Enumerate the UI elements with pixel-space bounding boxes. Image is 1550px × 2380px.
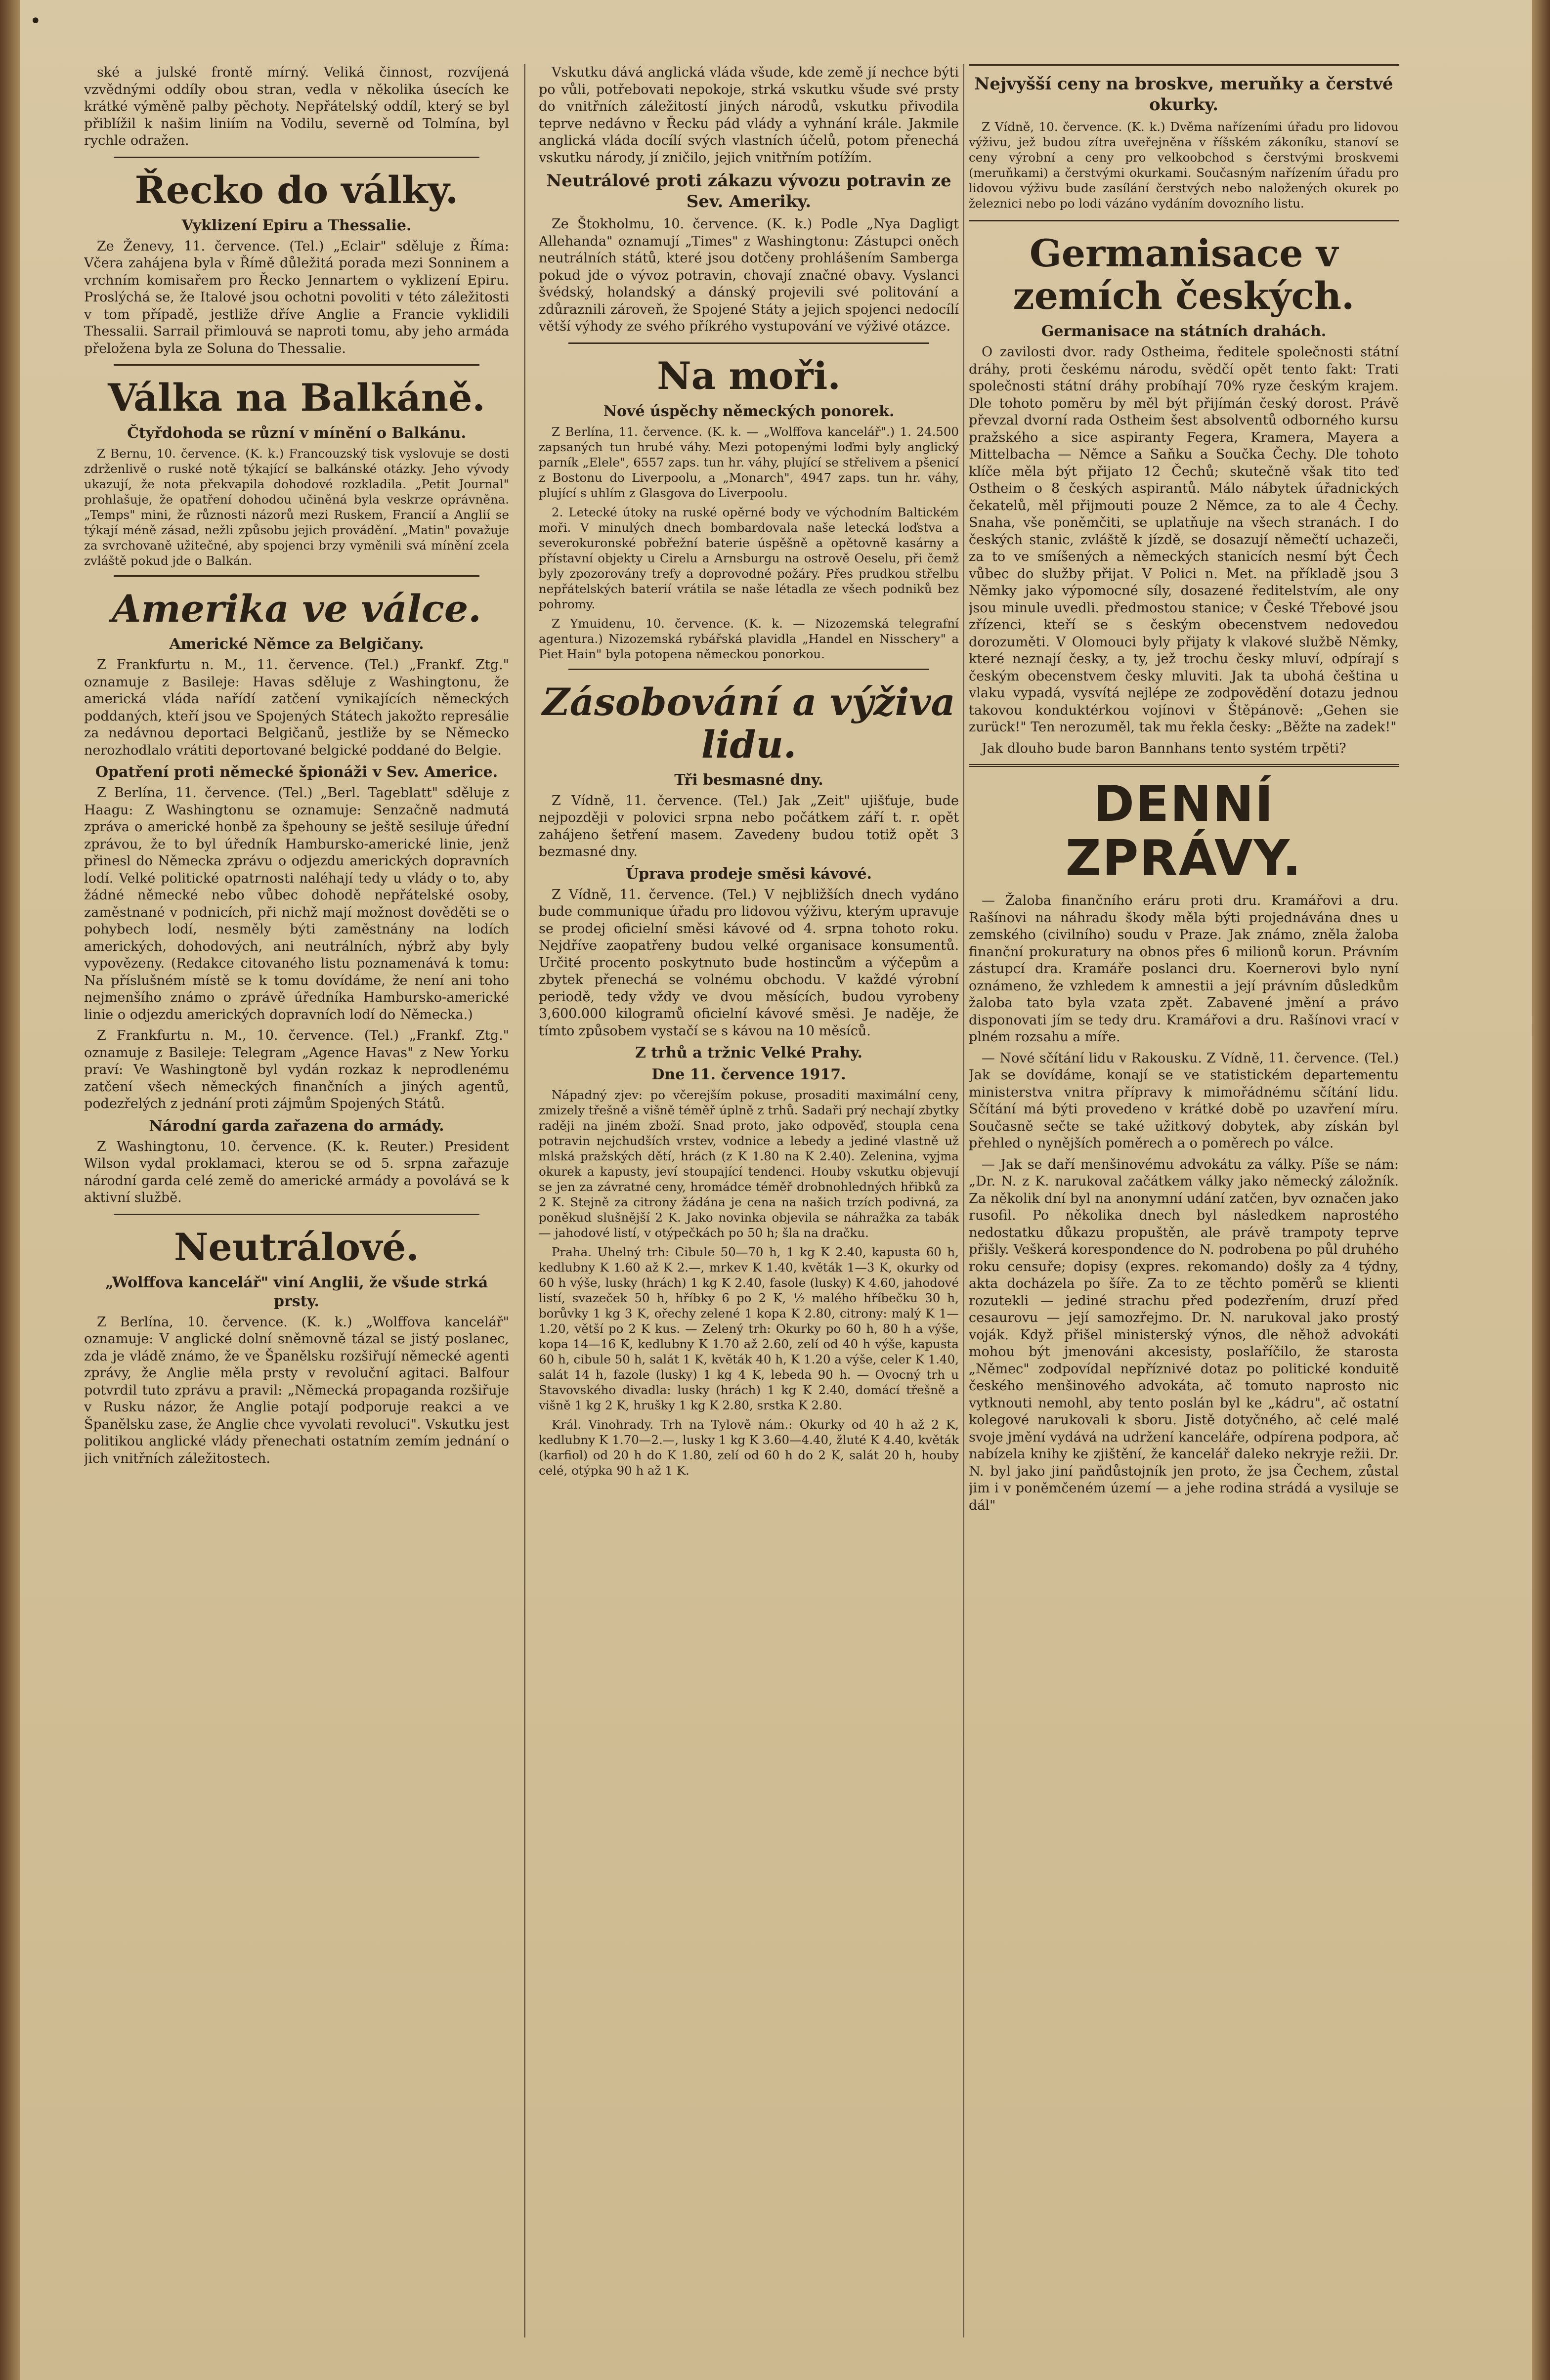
article-subheading: „Wolffova kancelář" viní Anglii, že všude strká prsty. (105, 1274, 488, 1310)
article-body (84, 446, 509, 568)
divider (114, 157, 479, 158)
article-text: Z Frankfurtu n. M., 11. července. (Tel.) „Frankf. Ztg." oznamuje z Basileje: Havas sděluje z Washingtonu, že americká vláda nařídí zatčení vynikajících německých poddaných, kteří jsou ve Spojených Státech jakožto represálie za nedávnou deportaci Belgičanů, jestliže by se Německo nerozhodlalo vrátiti deportované belgické poddané do Belgie. (84, 657, 509, 758)
article-subheading: Z trhů a tržnic Velké Prahy. (635, 1044, 862, 1062)
article-text: Z Washingtonu, 10. července. (K. k. Reuter.) President Wilson vydal proklamaci, kterou se od 5. srpna zařazuje národní garda celé země do americké armády a povolává se k aktivní službě. (84, 1139, 509, 1205)
page-mark: • (30, 10, 42, 33)
article-subheading: Germanisace na státních drahách. (1041, 323, 1327, 340)
article-text: Nápadný zjev: po včerejším pokuse, prosaditi maximální ceny, zmizely třešně a višně téměř úplně z trhů. Sadaři prý nechají zbytky raději na jiném zboží. Snad proto, jako odpověď, stoupla cena potravin nejchudších vrstev, vodnice a lebedy a jediné vlastně už mlská pražských dětí, hrách (z K 1.80 na K 2.40). Zelenina, vyjma okurek a kapusty, jeví stoupající tendenci. Houby vskutku objevují se jen za závratné ceny, hromádce téměř drobnohledných hřibků za 2 K. Stejně za citrony žádána je cena na našich trzích podivná, za poněkud slušnější 2 K. Jako novinka objevila se náhražka za tabák — jahodové listí, v otýpečkách po 50 h; šla na dračku. (539, 1088, 959, 1240)
section-heading: Zásobování a výživa lidu. (542, 680, 955, 766)
article-text: ské a julské frontě mírný. Veliká činnost, rozvíjená vzvědnými oddíly obou stran, vedla v několika úsecích ke krátké výměně palby pěchoty. Nepřátelský oddíl, který se byl přiblížil k našim liniím na Vodilu, severně od Tolmína, byl rychle odražen. (84, 65, 509, 148)
article-subheading: Americké Němce za Belgičany. (169, 636, 424, 653)
article-text: Z Frankfurtu n. M., 10. července. (Tel.) „Frankf. Ztg." oznamuje z Basileje: Telegram „Agence Havas" z New Yorku praví: Ve Washingtoně byl vydán rozkaz k neprodlenému zatčení všech německých finančních a jiných agentů, podezřelých z jednání proti zájmům Spojených Států. (84, 1028, 509, 1111)
column-3 (969, 64, 1399, 2347)
section-heading: Na moři. (657, 353, 841, 398)
column-rule (963, 64, 964, 2338)
divider (969, 764, 1399, 767)
article-text: Z Berlína, 11. července. (Tel.) „Berl. Tageblatt" sděluje z Haagu: Z Washingtonu se oznamuje: Senzačně nadmutá zpráva o americké honbě za špehouny se ještě sesiluje úřední zprávou, že to byl úředník Hambursko-americké linie, jenž přinesl do Německa zprávu o odjezdu amerických dopravních lodí. Velké politické opatrnosti naléhají tedy u vlády o to, aby žádné německé nebo vůbec dohodě nepřátelské osoby, zaměstnané v podnicích, při nichž mají možnost dověděti se o pohybech lodí, nesměly býti zaměstnány na lodích amerických, dohodových, ani neutrálních, nýbrž aby byly vypovězeny. (Redakce citovaného listu poznamenává k tomu: Na příslušném místě se k tomu dovídáme, že není ani toho nejmenšího známo o zprávě úředníka Hambursko-americké linie o odjezdu amerických dopravních lodí do Německa.) (84, 785, 509, 1022)
article-text: Z Berlína, 11. července. (K. k. — „Wolffova kancelář".) 1. 24.500 zapsaných tun hrubé váhy. Mezi potopenými loďmi byly anglický parník „Elele", 6557 zaps. tun hr. váhy, plující se střelivem a pšenicí z Bostonu do Liverpoolu, a „Monarch", 4947 zaps. tun hr. váhy, plující s uhlím z Glasgova do Liverpoolu. (539, 424, 959, 500)
article-subheading: Národní garda zařazena do armády. (149, 1117, 444, 1135)
article-text: Praha. Uhelný trh: Cibule 50—70 h, 1 kg K 2.40, kapusta 60 h, kedlubny K 1.60 až K 2.—, mrkev K 1.40, květák 1—3 K, okurky od 60 h výše, lusky (hrách) 1 kg K 2.40, fasole (lusky) K 4.60, jahodové listí, svazeček 50 h, hříbky 6 po 2 K, ½ malého hříbečku 30 h, borůvky 1 kg 3 K, ořechy zelené 1 kopa K 2.80, citrony: malý K 1—1.20, větší po 2 K kus. — Zelený trh: Okurky po 60 h, 80 h a výše, kopa 14—16 K, kedlubny K 1.70 až 2.60, zelí od 40 h výše, kapusta 60 h, cibule 50 h, salát 1 K, květák 40 h, K 1.20 a výše, celer K 1.40, salát 14 h, fazole (lusky) 1 kg 4 K, lebeda 90 h. — Ovocný trh u Stavovského divadla: lusky (hrách) 1 kg K 2.40, domácí třešně a višně 1 kg 2 K, hrušky 1 kg K 2.80, srstka K 2.80. (539, 1245, 959, 1412)
article-subheading: Nejvyšší ceny na broskve, meruňky a čerstvé okurky. (974, 74, 1393, 115)
article-text: Z Ymuidenu, 10. července. (K. k. — Nizozemská telegrafní agentura.) Nizozemská rybářská plavidla „Handel en Nisschery" a Piet Hain" byla potopena německou ponorkou. (539, 616, 959, 661)
notice-box (969, 64, 1399, 221)
article-text: O zavilosti dvor. rady Ostheima, ředitele společnosti státní dráhy, proti českému národu, svědčí opět tento fakt: Trati společnosti státní dráhy probíhají 70% ryze českým krajem. Dle tohoto poměru by měl být přijímán český dorost. Právě převzal dvorní rada Ostheim šest absolventů odborného kursu pražského a sice aspiranty Fegera, Kramera, Mayera a Mittelbacha — Němce a Saňku a Součka Čechy. Dle tohoto klíče měla být přijato 12 Čechů; skutečně však tito teď Ostheim o 8 českých aspirantů. Málo nábytek úřadnických čekatelů, měl přijmouti pouze 2 Němce, za to ale 4 Čechy. Snaha, vše poněmčiti, se uplatňuje na všech stranách. I do českých stanic, zvláště k jízdě, se dosazují němečtí uchazeči, za to ve smíšených a německých stanicích nesmí být Čech vůbec do služby přijat. V Polici n. Met. na příkladě jsou 3 Němky jako výpomocné síly, dosazené ředitelstvím, ale ony jsou minule uvedli. předmostou stanice; v České Třebové jsou zřízenci, kteří se s českým obecenstvem nedovedou dorozuměti. V Olomouci byly přijaty k vlakové službě Němky, které neznají česky, a ty, jež trochu česky mluví, odpírají s českým obecenstvem česky mluviti. Jak ta ubohá čeština u vlaku vypadá, vysvítá nejlépe ze zodpovědění dotazu jednou takovou konduktérkou vojínovi v Štěpánově: „Gehen sie zurück!" Ten nerozuměl, tak mu řekla česky: „Běžte na zadek!" (969, 344, 1399, 735)
article-body (969, 119, 1399, 211)
divider (114, 575, 479, 577)
article-subheading: Vyklizení Epiru a Thessalie. (181, 216, 412, 234)
article-subheading: Opatření proti německé špionáži v Sev. Americe. (95, 764, 498, 781)
news-item: — Žaloba finančního eráru proti dru. Kramářovi a dru. Rašínovi na náhradu škody měla býti projednávána dnes u zemského (civilního) soudu v Praze. Jak známo, zněla žaloba finanční prokuratury na obnos přes 6 milionů korun. Právním zástupcí dra. Kramáře poslanci dru. Koernerovi bylo nyní oznámeno, že vzhledem k amnestii a její právním důsledkům žaloba tato byla vzata zpět. Zabavené jmění a právo disponovati jím se tedy dru. Kramářovi a dru. Rašínovi vrací v plném rozsahu a míře. (969, 893, 1399, 1045)
column-rule (524, 64, 525, 2338)
divider (114, 1214, 479, 1215)
news-item: — Nové sčítání lidu v Rakousku. Z Vídně, 11. července. (Tel.) Jak se dovídáme, konají se ve statistickém departementu ministerstva vnitra přípravy k mimořádnému sčítání lidu. Sčítání má býti provedeno v krátké době po uzavření míru. Současně sečte se také užitkový dobytek, aby získán byl přehled o nynějších poměrech a o poměrech po válce. (969, 1050, 1399, 1151)
article-text: Ze Štokholmu, 10. července. (K. k.) Podle „Nya Dagligt Allehanda" oznamují „Times" z Washingtonu: Zástupci oněch neutrálních států, které jsou dotčeny prohlášením Samberga pokud jde o vývoz potravin, chovají značné obavy. Vyslanci švédský, holandský a dánský projevili své politování a zdůraznili zároveň, že Spojené Státy a jejich spojenci nedocílí větší výhody ze svého příkrého vystupování ve výživé otázce. (539, 216, 959, 334)
column-1 (84, 64, 509, 2347)
article-text: Jak dlouho bude baron Bannhans tento systém trpěti? (982, 740, 1346, 756)
section-heading: DENNÍ ZPRÁVY. (1065, 775, 1302, 887)
page-edge-right (1532, 0, 1550, 2380)
news-item: — Jak se daří menšinovému advokátu za války. Píše se nám: „Dr. N. z K. narukoval začátkem války jako německý záložník. Za několik dní byl na anonymní udání zatčen, byv označen jako rusofil. Po několika dnech byl následkem naprostého nedostatku důkazu propuštěn, ale právě trampoty teprve přišly. Veškerá korespondence do N. podrobena po půl druhého roku censuře; dopisy (expres. rekomando) došly za 4 týdny, akta docházela po šíře. Za to ze těchto poměrů se klienti rozutekli — jediné strachu před podezřením, druzí před cesaurovu — její samozřejmo. Dr. N. narukoval jako prostý voják. Když přišel ministerský výnos, dle něhož advokáti mohou být jmenováni akcesisty, poslaříčilo, že starosta „Němec" zodpovídal nepříznivé dotaz po politické konduitě českého menšinového advokáta, ač tomuto naprosto nic vytknouti nemohl, aby tento poslán byl ke „kádru", ač ostatní kolegové narukovali k sboru. Jistě dotyčného, ač celé malé svoje jmění vydává na udržení kanceláře, odpírena podpora, ač nabízela knihy ke zjištění, že kancelář daleko nekryje režii. Dr. N. byl jako jiní paňdůstojník jen proto, že jsa Čechem, zůstal jim i v poněmčeném území — a jehe rodina strádá a vysiluje se dál" (969, 1156, 1399, 1513)
article-subheading: Neutrálové proti zákazu vývozu potravin ze Sev. Ameriky. (546, 171, 951, 212)
section-heading: Válka na Balkáně. (108, 376, 485, 420)
article-body (539, 424, 959, 662)
article-text: Vskutku dává anglická vláda všude, kde země jí nechce býti po vůli, potřebovati nepokoje, strká vskutku všude své prsty do vnitřních záležitostí jiných národů, vskutku přivodila teprve nedávno v Řecku pád vlády a vyhnání krále. Jakmile anglická vláda docílí svých vlastních účelů, potom přenechá vskutku národy, jí zničilo, jejich vnitřním potížím. (539, 65, 959, 166)
column-2 (539, 64, 959, 2347)
article-dateline: Dne 11. července 1917. (651, 1066, 846, 1083)
article-subheading: Tři besmasné dny. (674, 771, 823, 789)
divider (114, 364, 479, 366)
article-body (539, 1087, 959, 1478)
article-text: Z Bernu, 10. července. (K. k.) Francouzský tisk vyslovuje se dosti zdrženlivě o ruské notě týkající se balkánské otázky. Jeho vývody ukazují, že nota překvapila dohodové rozkladila. „Petit Journal" prohlašuje, že opatření dohodou učiněná byla veskrze oprávněna. „Temps" mini, že různosti názorů mezi Ruskem, Francií a Anglií se týkají méně zásad, nežli způsobu jejich provádění. „Matin" považuje za svrchovaně užitečné, aby spojenci brzy vyměnili svá mínění zcela zvláště pokud jde o Balkán. (84, 446, 509, 568)
section-heading: Řecko do války. (134, 168, 459, 212)
article-subheading: Úprava prodeje směsi kávové. (625, 865, 872, 883)
divider (568, 342, 929, 344)
article-text: Z Vídně, 11. července. (Tel.) V nejbližších dnech vydáno bude communique úřadu pro lidovou výživu, kterým upravuje se prodej oficielní směsi kávové od 4. srpna tohoto roku. Nejdříve zaopatřeny budou velké organisace konsumentů. Určité procento poskytnuto bude hostincům a výčepům a zbytek přenechá se volnému obchodu. V každé výrobní periodě, tedy vždy ve dvou měsících, budou vyrobeny 3,600.000 kilogramů oficielní kávové směsi. Je naděje, že tímto způsobem vystačí se s kávou na 10 měsíců. (539, 887, 959, 1039)
article-text: Ze Ženevy, 11. července. (Tel.) „Eclair" sděluje z Říma: Včera zahájena byla v Římě důležitá porada mezi Sonninem a vrchním komisařem pro Řecko Jennartem o vyklizení Epiru. Proslýchá se, že Italové jsou ochotni povoliti v této záležitosti v tom případě, jestliže dříve Anglie a Francie vyklidili Thessalii. Sarrail přimlouvá se naproti tomu, aby jeho armáda přeložena byla ze Soluna do Thessalie. (84, 238, 509, 356)
article-subheading: Čtyřdohoda se různí v mínění o Balkánu. (127, 425, 466, 442)
article-text: Z Vídně, 11. července. (Tel.) Jak „Zeit" ujišťuje, bude nejpozději v polovici srpna nebo počátkem září t. r. opět zahájeno šetření masem. Zavedeny budou totiž opět 3 bezmasné dny. (539, 793, 959, 859)
article-text: 2. Letecké útoky na ruské opěrné body ve východním Baltickém moři. V minulých dnech bombardovala naše letecká loďstva a severokuronské pobřežní baterie úspěšně a opětovně kasárny a přístavní objekty u Cirelu a Arnsburgu na ostrově Oeselu, při čemž byly zpozorovány trefy a doprovodné požáry. Přes prudkou střelbu nepřátelských baterií vrátila se naše létadla ze všech podniků bez pohromy. (539, 505, 959, 611)
section-heading: Amerika ve válce. (112, 587, 481, 631)
section-heading: Neutrálové. (173, 1225, 419, 1269)
divider (568, 669, 929, 670)
section-heading: Germanisace v zemích českých. (1013, 231, 1355, 318)
page-edge-left (0, 0, 20, 2380)
article-subheading: Nové úspěchy německých ponorek. (603, 402, 895, 420)
article-text: Z Berlína, 10. července. (K. k.) „Wolffova kancelář" oznamuje: V anglické dolní sněmovně tázal se jistý poslanec, zda je vládě známo, že ve Španělsku rozšiřují německé agenti zprávy, že Anglie měla prsty v revoluční agitaci. Balfour potvrdil tuto zprávu a pravil: „Německá propaganda rozšiřuje v Rusku názor, že Anglie potají podporuje reakci a ve Španělsku zase, že Anglie chce vyvolati revoluci". Vskutku jest politikou anglické vlády přenechati ostatním zemím jednání o jich vnitřních záležitostech. (84, 1314, 509, 1466)
article-text: Z Vídně, 10. července. (K. k.) Dvěma nařízeními úřadu pro lidovou výživu, jež budou zítra uveřejněna v říšském zákoníku, stanoví se ceny výrobní a ceny pro velkoobchod s čerstvými broskvemi (meruňkami) a čerstvými okurkami. Současným nařízením úřadu pro lidovou výživu bude zasílání čerstvých nebo naložených okurek po železnici nebo po lodi vázáno vydáním dovozního listu. (969, 120, 1399, 211)
article-text: Král. Vinohrady. Trh na Tylově nám.: Okurky od 40 h až 2 K, kedlubny K 1.70—2.—, lusky 1 kg K 3.60—4.40, žluté K 4.40, květák (karfiol) od 20 h do K 1.80, zelí od 60 h do 2 K, salát 20 h, houby celé, otýpka 90 h až 1 K. (539, 1417, 959, 1478)
